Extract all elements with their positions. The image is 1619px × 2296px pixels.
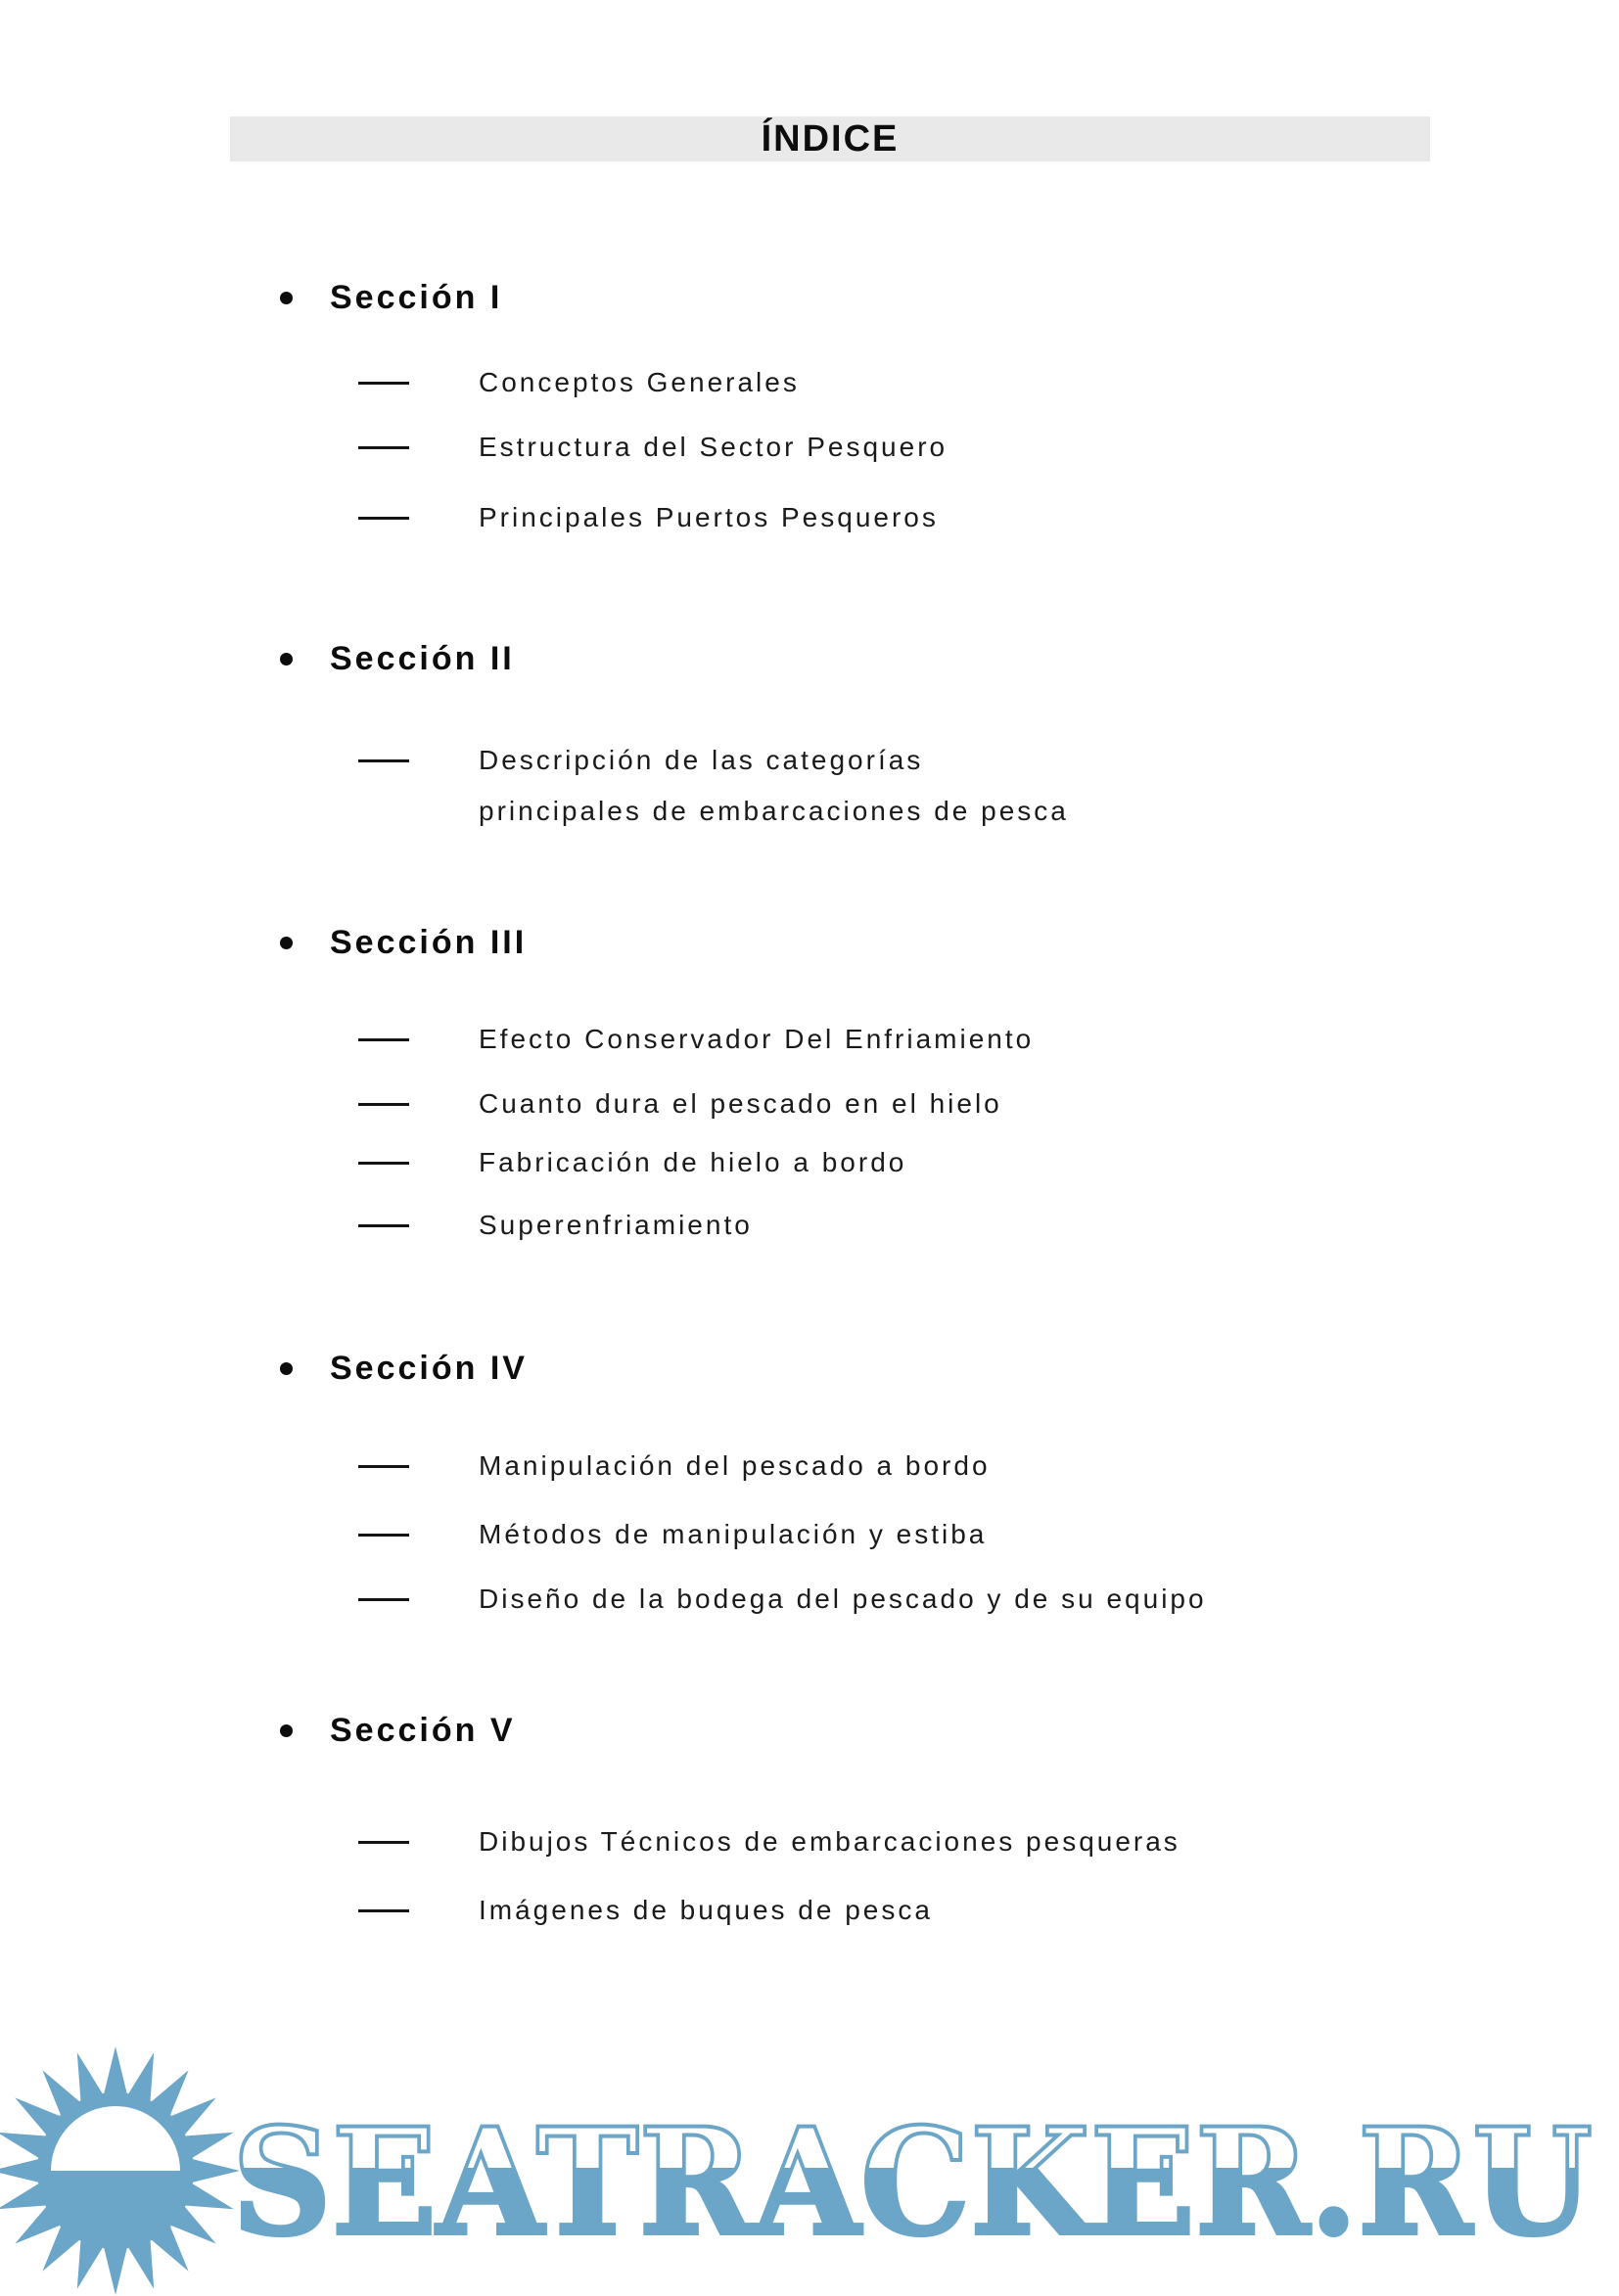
bullet-icon [280, 1362, 293, 1375]
dash-icon [358, 1841, 409, 1844]
toc-item-label: Métodos de manipulación y estiba [479, 1519, 988, 1549]
toc-item-label: Principales Puertos Pesqueros [479, 502, 939, 532]
toc-item-label: Dibujos Técnicos de embarcaciones pesqueras [479, 1826, 1180, 1857]
watermark-label: SEATRACKER.RU [232, 2096, 1593, 2261]
toc-item-label: Estructura del Sector Pesquero [479, 432, 948, 462]
dash-icon [358, 1465, 409, 1468]
toc-item-label: Manipulación del pescado a bordo [479, 1450, 991, 1481]
section-heading-label: Sección II [330, 640, 515, 677]
dash-icon [358, 1038, 409, 1041]
watermark-text [220, 2094, 1610, 2261]
dash-icon [358, 1598, 409, 1601]
dash-icon [358, 1224, 409, 1227]
section-heading-label: Sección IV [330, 1350, 528, 1387]
toc-item-label: Efecto Conservador Del Enfriamiento [479, 1024, 1035, 1054]
toc-item-label: Superenfriamiento [479, 1210, 753, 1240]
dash-icon [358, 446, 409, 449]
bullet-icon [280, 937, 293, 949]
dash-icon [358, 1909, 409, 1912]
dash-icon [358, 1103, 409, 1106]
toc-item-label: Fabricación de hielo a bordo [479, 1147, 907, 1177]
sun-over-sea-icon [0, 2045, 241, 2296]
dash-icon [358, 1534, 409, 1537]
section-heading-label: Sección V [330, 1712, 516, 1749]
toc-item-label: Imágenes de buques de pesca [479, 1895, 933, 1925]
toc-item-label: Conceptos Generales [479, 367, 800, 397]
bullet-icon [280, 1724, 293, 1737]
bullet-icon [280, 292, 293, 304]
dash-icon [358, 382, 409, 385]
section-heading-label: Sección I [330, 279, 503, 316]
toc-item-label: Cuanto dura el pescado en el hielo [479, 1088, 1002, 1119]
page-title: ÍNDICE [761, 117, 900, 160]
toc-item-label: Descripción de las categorías [479, 745, 924, 775]
dash-icon [358, 759, 409, 762]
title-band [230, 116, 1430, 161]
toc-item-label: principales de embarcaciones de pesca [479, 796, 1069, 826]
bullet-icon [280, 653, 293, 666]
toc-item-label: Diseño de la bodega del pescado y de su equipo [479, 1584, 1207, 1614]
section-heading-label: Sección III [330, 924, 528, 961]
dash-icon [358, 517, 409, 520]
dash-icon [358, 1162, 409, 1165]
